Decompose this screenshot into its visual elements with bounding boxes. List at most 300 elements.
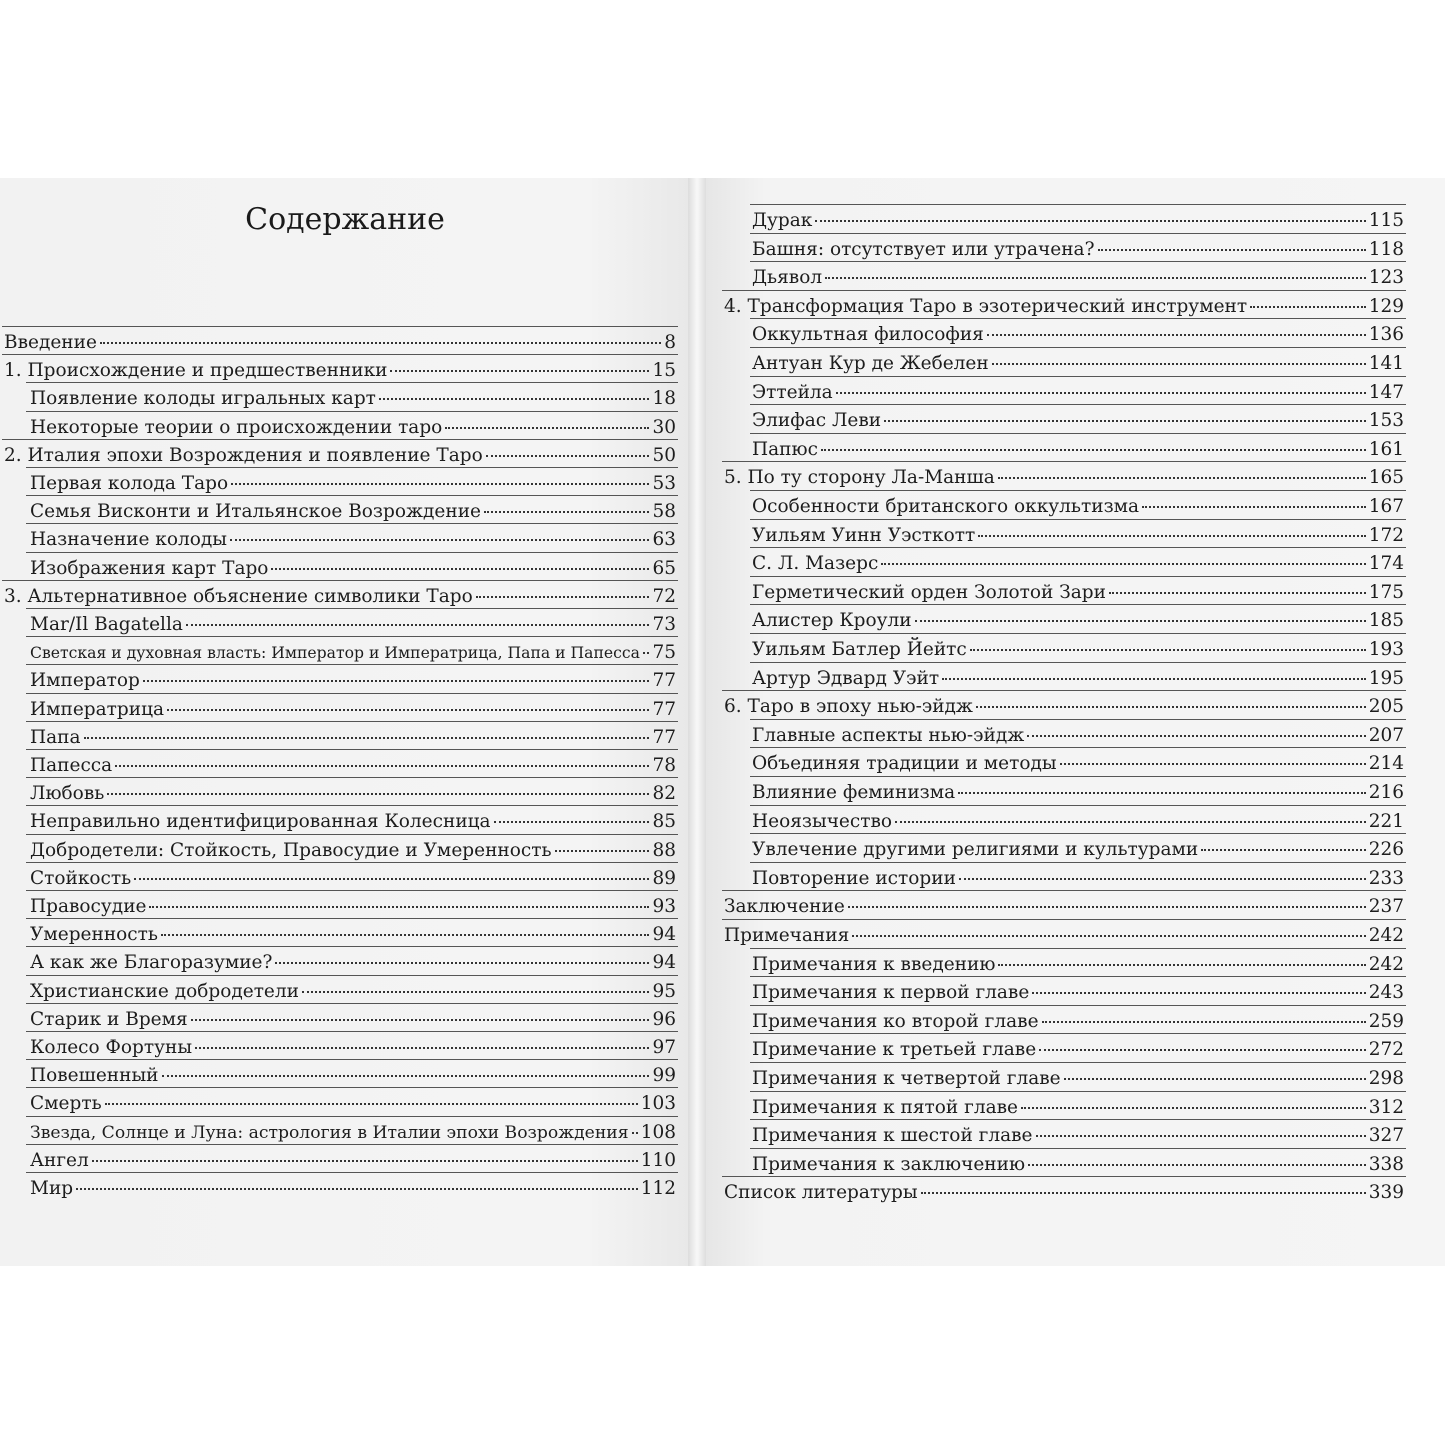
book-gutter — [688, 178, 708, 1266]
dot-leader — [1109, 592, 1366, 594]
toc-section-entry[interactable] — [30, 640, 676, 666]
toc-section-entry[interactable] — [752, 494, 1404, 520]
toc-entry-title: Оккультная философия — [752, 324, 984, 346]
dot-leader — [476, 596, 650, 598]
section-rule — [2, 580, 678, 581]
toc-section-entry[interactable] — [30, 499, 676, 525]
dot-leader — [1064, 1078, 1366, 1080]
toc-section-entry[interactable] — [752, 1037, 1404, 1063]
toc-chapter-entry[interactable] — [724, 694, 1404, 720]
dot-leader — [105, 1103, 638, 1105]
dot-leader — [1042, 1021, 1366, 1023]
entry-rule — [750, 776, 1406, 777]
entry-rule — [750, 318, 1406, 319]
toc-entry-title: Башня: отсутствует или утрачена? — [752, 238, 1095, 260]
toc-section-entry[interactable] — [30, 668, 676, 694]
toc-section-entry[interactable] — [30, 922, 676, 948]
toc-section-entry[interactable] — [30, 612, 676, 638]
toc-page-number: 129 — [1368, 295, 1404, 317]
toc-entry-title: Уильям Батлер Йейтс — [752, 639, 967, 660]
entry-rule — [750, 547, 1406, 548]
dot-leader — [632, 1132, 638, 1134]
toc-entry-title: Некоторые теории о происхождении таро — [30, 416, 443, 438]
toc-entry-title: Император — [30, 670, 140, 692]
toc-entry-title: Список литературы — [724, 1182, 918, 1204]
dot-leader — [100, 342, 661, 344]
toc-page-number: 93 — [652, 896, 676, 917]
dot-leader — [1039, 1049, 1366, 1051]
toc-entry-title: Примечания к четвертой главе — [752, 1068, 1061, 1089]
section-rule — [722, 290, 1406, 291]
toc-entry-title: Звезда, Солнце и Луна: астрология в Италии эпохи Возрождения — [30, 1122, 629, 1143]
toc-entry-title: Неправильно идентифицированная Колесница — [30, 811, 491, 833]
toc-page-number: 153 — [1368, 410, 1404, 432]
toc-entry-title: Папюс — [752, 438, 818, 460]
toc-page-number: 226 — [1368, 839, 1404, 861]
toc-section-entry[interactable] — [30, 1176, 676, 1202]
toc-section-entry[interactable] — [30, 753, 676, 779]
dot-leader — [149, 906, 649, 908]
entry-rule — [750, 948, 1406, 949]
toc-section-entry[interactable] — [30, 386, 676, 412]
dot-leader — [987, 334, 1366, 336]
toc-page-number: 195 — [1368, 667, 1404, 689]
toc-entry-title: Колесо Фортуны — [30, 1037, 193, 1058]
toc-entry-title: Особенности британского оккультизма — [752, 496, 1140, 517]
dot-leader — [881, 563, 1365, 565]
toc-section-entry[interactable] — [752, 208, 1404, 234]
entry-rule — [26, 862, 678, 863]
toc-page-number: 77 — [652, 698, 676, 720]
toc-page-number: 272 — [1368, 1039, 1404, 1061]
entry-rule — [750, 976, 1406, 977]
section-rule — [2, 439, 678, 440]
toc-entry-title: Императрица — [30, 698, 165, 720]
toc-entry-title: Ангел — [30, 1149, 89, 1171]
toc-section-entry[interactable] — [752, 237, 1404, 263]
toc-entry-title: Светская и духовная власть: Император и Императрица, Папа и Папесса — [30, 643, 640, 663]
toc-page-number: 242 — [1368, 925, 1404, 946]
toc-page-number: 53 — [652, 473, 676, 494]
toc-entry-title: Папа — [30, 726, 81, 748]
dot-leader — [379, 398, 650, 400]
toc-page-number: 233 — [1368, 867, 1404, 889]
entry-rule — [750, 719, 1406, 720]
toc-page-number: 89 — [652, 867, 676, 889]
toc-entry-title: Христианские добродетели — [30, 980, 299, 1002]
entry-rule — [26, 946, 678, 947]
toc-page-number: 15 — [652, 360, 676, 382]
toc-page-number: 99 — [652, 1065, 676, 1087]
dot-leader — [848, 906, 1366, 908]
toc-section-entry[interactable] — [752, 1152, 1404, 1178]
toc-page-number: 94 — [652, 952, 676, 974]
toc-chapter-entry[interactable] — [4, 584, 676, 610]
toc-entry-title: Дьявол — [752, 267, 823, 289]
dot-leader — [191, 1019, 650, 1021]
entry-rule — [750, 747, 1406, 748]
toc-entry-title: Повешенный — [30, 1065, 159, 1087]
toc-section-entry[interactable] — [752, 322, 1404, 348]
entry-rule — [26, 749, 678, 750]
entry-rule — [750, 347, 1406, 348]
toc-page-number: 97 — [652, 1037, 676, 1058]
toc-section-entry[interactable] — [752, 1009, 1404, 1035]
toc-entry-title: Назначение колоды — [30, 529, 227, 551]
dot-leader — [230, 539, 649, 541]
dot-leader — [271, 568, 649, 570]
dot-leader — [895, 821, 1366, 823]
toc-entry-title: 1. Происхождение и предшественники — [4, 360, 388, 382]
toc-section-entry[interactable] — [752, 1066, 1404, 1092]
dot-leader — [884, 420, 1366, 422]
left-page — [0, 178, 690, 1266]
toc-entry-title: 4. Трансформация Таро в эзотерический инструмент — [724, 295, 1248, 317]
toc-page-number: 63 — [652, 529, 676, 551]
toc-section-entry[interactable] — [30, 697, 676, 723]
toc-entry-title: Примечания — [724, 925, 850, 946]
entry-rule — [26, 1059, 678, 1060]
toc-entry-title: Объединяя традиции и методы — [752, 753, 1057, 775]
toc-page-number: 72 — [652, 585, 676, 607]
toc-section-entry[interactable] — [752, 723, 1404, 749]
toc-section-entry[interactable] — [752, 780, 1404, 806]
entry-rule — [26, 918, 678, 919]
dot-leader — [134, 878, 649, 880]
toc-chapter-entry[interactable] — [4, 358, 676, 384]
dot-leader — [162, 1075, 650, 1077]
dot-leader — [1027, 735, 1365, 737]
toc-page-number: 96 — [652, 1008, 676, 1030]
toc-chapter-entry[interactable] — [724, 923, 1404, 949]
right-page — [706, 178, 1445, 1266]
dot-leader — [390, 370, 649, 372]
toc-section-entry[interactable] — [752, 809, 1404, 835]
toc-section-entry[interactable] — [752, 980, 1404, 1006]
entry-rule — [750, 519, 1406, 520]
dot-leader — [1060, 763, 1366, 765]
toc-section-entry[interactable] — [30, 471, 676, 497]
entry-rule — [26, 1031, 678, 1032]
toc-section-entry[interactable] — [30, 1120, 676, 1146]
toc-page-number: 259 — [1368, 1010, 1404, 1032]
entry-rule — [26, 495, 678, 496]
toc-section-entry[interactable] — [30, 725, 676, 751]
entry-rule — [750, 404, 1406, 405]
toc-section-entry[interactable] — [752, 380, 1404, 406]
toc-page-number: 77 — [652, 726, 676, 748]
dot-leader — [852, 935, 1365, 937]
book-spread — [0, 178, 1445, 1266]
toc-page-number: 136 — [1368, 324, 1404, 346]
toc-entry-title: Дурак — [752, 210, 813, 231]
dot-leader — [976, 706, 1366, 708]
toc-section-entry[interactable] — [30, 838, 676, 864]
dot-leader — [1142, 506, 1366, 508]
toc-chapter-entry[interactable] — [724, 894, 1404, 920]
toc-page-number: 207 — [1368, 724, 1404, 746]
section-rule — [2, 354, 678, 355]
entry-rule — [750, 233, 1406, 234]
entry-rule — [750, 433, 1406, 434]
dot-leader — [195, 1047, 649, 1049]
entry-rule — [26, 1087, 678, 1088]
toc-section-entry[interactable] — [752, 637, 1404, 663]
dot-leader — [825, 277, 1366, 279]
toc-section-entry[interactable] — [30, 950, 676, 976]
section-rule — [722, 890, 1406, 891]
toc-section-entry[interactable] — [752, 265, 1404, 291]
entry-rule — [26, 693, 678, 694]
toc-entry-title: А как же Благоразумие? — [30, 952, 273, 974]
dot-leader — [1250, 306, 1366, 308]
toc-page-number: 243 — [1368, 982, 1404, 1004]
toc-entry-title: Герметический орден Золотой Зари — [752, 581, 1106, 603]
dot-leader — [445, 427, 649, 429]
toc-section-entry[interactable] — [752, 751, 1404, 777]
toc-page-number: 175 — [1368, 581, 1404, 603]
dot-leader — [115, 765, 649, 767]
toc-page-number: 73 — [652, 614, 676, 635]
toc-section-entry[interactable] — [752, 952, 1404, 978]
toc-section-entry[interactable] — [752, 837, 1404, 863]
toc-page-number: 298 — [1368, 1068, 1404, 1089]
toc-section-entry[interactable] — [752, 523, 1404, 549]
entry-rule — [750, 1005, 1406, 1006]
dot-leader — [275, 962, 649, 964]
toc-chapter-entry[interactable] — [724, 294, 1404, 320]
toc-section-entry[interactable] — [30, 1007, 676, 1033]
toc-section-entry[interactable] — [30, 1063, 676, 1089]
toc-section-entry[interactable] — [752, 351, 1404, 377]
toc-chapter-entry[interactable] — [4, 330, 676, 356]
toc-entry-title: Первая колода Таро — [30, 473, 229, 494]
toc-section-entry[interactable] — [30, 979, 676, 1005]
dot-leader — [998, 477, 1366, 479]
dot-leader — [494, 821, 650, 823]
toc-entry-title: Заключение — [724, 896, 845, 918]
toc-entry-title: Папесса — [30, 755, 113, 776]
entry-rule — [750, 1148, 1406, 1149]
toc-page-number: 8 — [664, 332, 676, 353]
toc-entry-title: Введение — [4, 332, 97, 353]
toc-page-number: 338 — [1368, 1153, 1404, 1175]
toc-chapter-entry[interactable] — [724, 1180, 1404, 1206]
entry-rule — [750, 1119, 1406, 1120]
toc-entry-title: Добродетели: Стойкость, Правосудие и Умеренность — [30, 839, 552, 861]
toc-section-entry[interactable] — [752, 437, 1404, 463]
entry-rule — [26, 1144, 678, 1145]
toc-section-entry[interactable] — [30, 1035, 676, 1061]
dot-leader — [1036, 1135, 1366, 1137]
toc-page-number: 221 — [1368, 810, 1404, 832]
dot-leader — [1021, 1107, 1366, 1109]
toc-page-number: 327 — [1368, 1125, 1404, 1147]
toc-entry-title: Мир — [30, 1178, 74, 1199]
dot-leader — [76, 1188, 638, 1190]
toc-page-number: 110 — [640, 1149, 676, 1171]
dot-leader — [958, 792, 1366, 794]
toc-page-number: 112 — [640, 1178, 676, 1199]
toc-section-entry[interactable] — [752, 580, 1404, 606]
toc-chapter-entry[interactable] — [724, 465, 1404, 491]
toc-section-entry[interactable] — [30, 527, 676, 553]
entry-rule — [26, 890, 678, 891]
toc-entry-title: Главные аспекты нью-эйдж — [752, 724, 1025, 746]
toc-entry-title: Умеренность — [30, 924, 158, 946]
toc-page-number: 18 — [652, 388, 676, 410]
toc-section-entry[interactable] — [752, 666, 1404, 692]
dot-leader — [555, 850, 650, 852]
entry-rule — [750, 633, 1406, 634]
toc-entry-title: Примечания к заключению — [752, 1153, 1026, 1175]
toc-page-number: 88 — [652, 839, 676, 861]
entry-rule — [750, 1062, 1406, 1063]
dot-leader — [92, 1160, 638, 1162]
toc-entry-title: Увлечение другими религиями и культурами — [752, 839, 1199, 861]
toc-page-number: 58 — [652, 501, 676, 523]
dot-leader — [921, 1192, 1366, 1194]
toc-section-entry[interactable] — [30, 415, 676, 441]
toc-section-entry[interactable] — [752, 866, 1404, 892]
toc-entry-title: Примечание к третьей главе — [752, 1039, 1037, 1061]
entry-rule — [26, 805, 678, 806]
toc-page-number: 95 — [652, 980, 676, 1002]
toc-page-number: 147 — [1368, 381, 1404, 403]
toc-page-number: 214 — [1368, 753, 1404, 775]
entry-rule — [26, 608, 678, 609]
toc-entry-title: Старик и Время — [30, 1008, 188, 1030]
dot-leader — [942, 678, 1366, 680]
toc-page-number: 167 — [1368, 496, 1404, 517]
entry-rule — [750, 662, 1406, 663]
entry-rule — [26, 834, 678, 835]
entry-rule — [26, 777, 678, 778]
toc-section-entry[interactable] — [752, 608, 1404, 634]
toc-page-number: 82 — [652, 783, 676, 805]
toc-entry-title: Примечания к введению — [752, 953, 996, 975]
toc-page-number: 216 — [1368, 782, 1404, 803]
entry-rule — [26, 664, 678, 665]
toc-entry-title: Изображения карт Таро — [30, 557, 269, 579]
toc-section-entry[interactable] — [30, 1091, 676, 1117]
toc-entry-title: Неоязычество — [752, 810, 893, 832]
entry-rule — [26, 382, 678, 383]
toc-entry-title: Уильям Уинн Уэсткотт — [752, 524, 976, 546]
toc-page-number: 242 — [1368, 953, 1404, 975]
dot-leader — [959, 878, 1366, 880]
toc-section-entry[interactable] — [30, 1148, 676, 1174]
entry-rule — [750, 261, 1406, 262]
dot-leader — [302, 991, 649, 993]
toc-page-number: 237 — [1368, 896, 1404, 918]
entry-rule — [750, 833, 1406, 834]
dot-leader — [186, 624, 650, 626]
toc-entry-title: Элифас Леви — [752, 410, 882, 432]
toc-page-number: 108 — [640, 1121, 676, 1143]
section-rule — [2, 326, 678, 327]
entry-rule — [750, 1091, 1406, 1092]
section-rule — [722, 919, 1406, 920]
dot-leader — [1201, 849, 1365, 851]
section-rule — [722, 690, 1406, 691]
section-rule — [722, 1176, 1406, 1177]
entry-rule — [26, 467, 678, 468]
entry-rule — [26, 1172, 678, 1173]
dot-leader — [231, 483, 649, 485]
toc-page-number: 103 — [640, 1093, 676, 1115]
toc-entry-title: Эттейла — [752, 381, 833, 403]
dot-leader — [486, 455, 650, 457]
toc-entry-title: Mar/Il Bagatella — [30, 614, 183, 635]
toc-entry-title: Повторение истории — [752, 867, 956, 889]
toc-entry-title: Примечания ко второй главе — [752, 1010, 1039, 1032]
entry-rule — [26, 411, 678, 412]
toc-section-entry[interactable] — [30, 781, 676, 807]
toc-page-number: 115 — [1368, 210, 1404, 231]
toc-section-entry[interactable] — [30, 809, 676, 835]
dot-leader — [970, 649, 1366, 651]
page-title: Содержание — [245, 202, 445, 237]
dot-leader — [161, 934, 649, 936]
toc-page-number: 165 — [1368, 467, 1404, 489]
toc-entry-title: Семья Висконти и Итальянское Возрождение — [30, 501, 481, 523]
entry-rule — [750, 805, 1406, 806]
section-rule — [722, 461, 1406, 462]
toc-entry-title: 3. Альтернативное объяснение символики Таро — [4, 585, 473, 607]
toc-section-entry[interactable] — [30, 894, 676, 920]
toc-section-entry[interactable] — [752, 1123, 1404, 1149]
toc-page-number: 30 — [652, 416, 676, 438]
toc-page-number: 193 — [1368, 639, 1404, 660]
toc-entry-title: Артур Эдвард Уэйт — [752, 667, 940, 689]
toc-page-number: 78 — [652, 755, 676, 776]
toc-page-number: 50 — [652, 444, 676, 466]
toc-section-entry[interactable] — [752, 408, 1404, 434]
entry-rule — [750, 490, 1406, 491]
entry-rule — [750, 604, 1406, 605]
dot-leader — [107, 793, 649, 795]
toc-page-number: 161 — [1368, 438, 1404, 460]
toc-page-number: 77 — [652, 670, 676, 692]
toc-entry-title: Любовь — [30, 783, 105, 805]
toc-entry-title: Алистер Кроули — [752, 610, 912, 632]
dot-leader — [84, 737, 650, 739]
toc-page-number: 75 — [652, 642, 676, 664]
toc-page-number: 85 — [652, 811, 676, 833]
toc-page-number: 118 — [1368, 238, 1404, 260]
dot-leader — [815, 220, 1365, 222]
entry-rule — [26, 975, 678, 976]
toc-section-entry[interactable] — [30, 866, 676, 892]
toc-section-entry[interactable] — [30, 556, 676, 582]
toc-page-number: 172 — [1368, 524, 1404, 546]
toc-entry-title: 5. По ту сторону Ла-Манша — [724, 467, 995, 489]
entry-rule — [750, 1033, 1406, 1034]
toc-chapter-entry[interactable] — [4, 443, 676, 469]
toc-page-number: 141 — [1368, 353, 1404, 374]
entry-rule — [26, 636, 678, 637]
toc-page-number: 185 — [1368, 610, 1404, 632]
toc-page-number: 65 — [652, 557, 676, 579]
toc-section-entry[interactable] — [752, 551, 1404, 577]
entry-rule — [750, 862, 1406, 863]
dot-leader — [821, 449, 1366, 451]
toc-section-entry[interactable] — [752, 1095, 1404, 1121]
dot-leader — [836, 392, 1366, 394]
toc-entry-title: Примечания к шестой главе — [752, 1125, 1033, 1147]
dot-leader — [484, 511, 649, 513]
